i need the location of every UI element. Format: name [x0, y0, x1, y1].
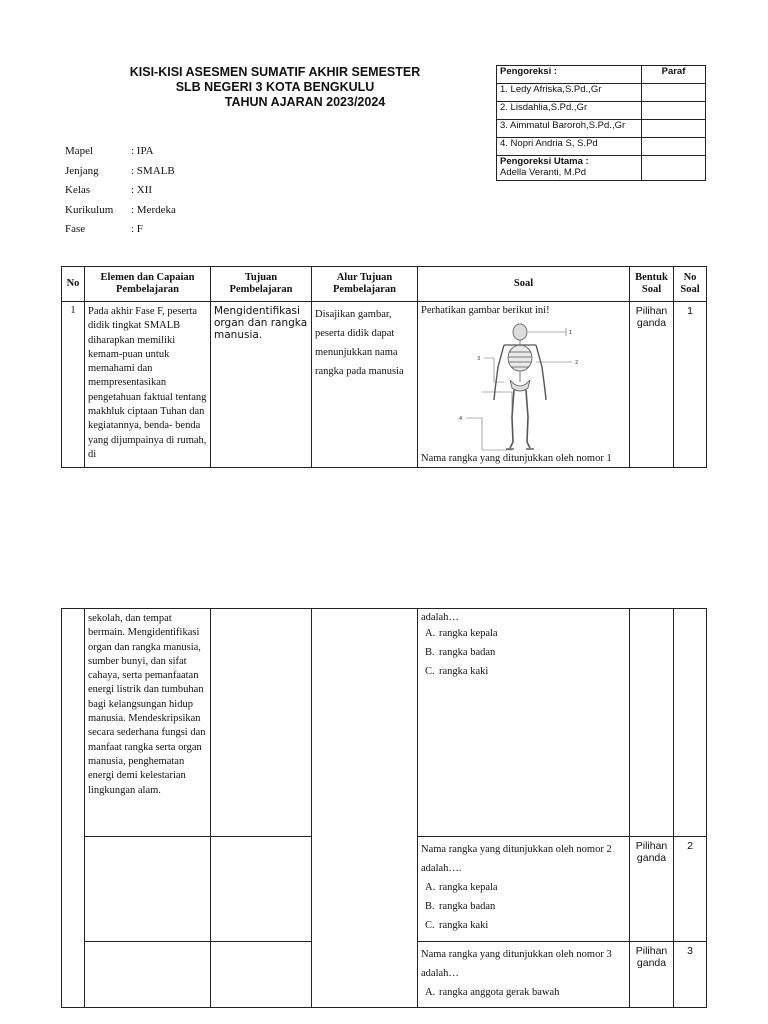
bentuk-soal: Pilihan ganda — [630, 942, 674, 1008]
meta-value: : Merdeka — [131, 203, 176, 216]
tujuan-cell — [211, 837, 312, 942]
alur-text: Disajikan gambar, peserta didik dapat menunjukkan nama rangka pada manusia — [312, 302, 418, 468]
soal-question-cont: adalah… — [421, 612, 459, 623]
academic-year: TAHUN AJARAN 2023/2024 — [224, 95, 386, 109]
pengoreksi-table — [496, 65, 706, 181]
option-item: B. rangka badan — [425, 901, 496, 912]
skeleton-figure — [448, 322, 588, 454]
row-no: 1 — [62, 302, 85, 468]
pengoreksi-name: 2. Lisdahlia,S.Pd.,Gr — [497, 102, 642, 120]
soal-intro: Perhatikan gambar berikut ini! — [421, 305, 550, 316]
kisi-kisi-table — [61, 266, 707, 468]
figure-label: 3 — [477, 356, 481, 362]
meta-value: : XII — [131, 184, 153, 196]
meta-key: Fase — [65, 223, 86, 235]
figure-label: 2 — [575, 360, 579, 366]
pengoreksi-utama — [497, 156, 642, 181]
meta-key: Mapel — [65, 145, 94, 157]
option-item: A. rangka kepala — [425, 628, 498, 639]
tujuan-cell — [211, 609, 312, 837]
pengoreksi-utama-label: Pengoreksi Utama : — [500, 156, 589, 167]
meta-value: : SMALB — [131, 164, 175, 177]
col-tujuan: Tujuan Pembelajaran — [211, 267, 312, 302]
bentuk-soal: Pilihan ganda — [630, 302, 674, 468]
meta-info — [65, 145, 176, 243]
meta-key: Kelas — [65, 184, 91, 196]
option-item: A. rangka anggota gerak bawah — [425, 987, 560, 998]
pengoreksi-name: 4. Nopri Andria S, S.Pd — [497, 138, 642, 156]
soal-cell — [418, 302, 630, 468]
no-soal — [674, 609, 707, 837]
meta-key: Jenjang — [65, 164, 99, 177]
option-item: A. rangka kepala — [425, 882, 498, 893]
table-row — [62, 609, 707, 837]
col-soal: Soal — [418, 267, 630, 302]
elemen-text: Pada akhir Fase F, peserta didik tingkat SMALB diharapkan memiliki kemam-puan untuk memahami dan mempresentasikan pengetahuan faktual tentang makhluk ciptaan Tuhan dan kegiatannya, benda- benda yang dijumpainya di rumah, di — [85, 302, 211, 468]
col-elemen: Elemen dan Capaian Pembelajaran — [85, 267, 211, 302]
col-no: No — [62, 267, 85, 302]
figure-label: 1 — [569, 330, 573, 336]
paraf-cell — [642, 84, 706, 102]
meta-value: : IPA — [131, 145, 154, 157]
row-no — [62, 609, 85, 1008]
tujuan-text: Mengidentifikasi organ dan rangka manusia. — [211, 302, 312, 468]
alur-cell — [312, 609, 418, 1008]
bentuk-soal — [630, 609, 674, 837]
pengoreksi-name: 1. Ledy Afriska,S.Pd.,Gr — [497, 84, 642, 102]
soal-question: Nama rangka yang ditunjukkan oleh nomor 2 — [421, 844, 612, 855]
paraf-label: Paraf — [642, 66, 706, 84]
pengoreksi-utama-name: Adella Veranti, M.Pd — [500, 167, 587, 178]
col-alur: Alur Tujuan Pembelajaran — [312, 267, 418, 302]
elemen-cell — [85, 837, 211, 942]
no-soal: 3 — [674, 942, 707, 1008]
soal-question-cont: adalah…. — [421, 863, 462, 874]
paraf-cell — [642, 102, 706, 120]
meta-value: : F — [131, 223, 143, 235]
no-soal: 2 — [674, 837, 707, 942]
option-list — [421, 624, 626, 681]
option-item: C. rangka kaki — [425, 666, 489, 677]
col-bentuk: Bentuk Soal — [630, 267, 674, 302]
soal-cell — [418, 837, 630, 942]
soal-cell — [418, 942, 630, 1008]
kisi-kisi-table-continued — [61, 608, 707, 1008]
pengoreksi-label: Pengoreksi : — [497, 66, 642, 84]
paraf-cell — [642, 138, 706, 156]
option-item: B. rangka badan — [425, 647, 496, 658]
meta-key: Kurikulum — [65, 203, 114, 216]
tujuan-cell — [211, 942, 312, 1008]
soal-question-cont: adalah… — [421, 968, 459, 979]
bentuk-soal: Pilihan ganda — [630, 837, 674, 942]
elemen-cell — [85, 942, 211, 1008]
pengoreksi-name: 3. Aimmatul Baroroh,S.Pd.,Gr — [497, 120, 642, 138]
option-item: C. rangka kaki — [425, 920, 489, 931]
table-row — [62, 302, 707, 468]
doc-title: KISI-KISI ASESMEN SUMATIF AKHIR SEMESTER — [129, 65, 421, 79]
school-name: SLB NEGERI 3 KOTA BENGKULU — [175, 80, 375, 94]
figure-label: 4 — [459, 416, 463, 422]
soal-question: Nama rangka yang ditunjukkan oleh nomor 3 — [421, 949, 612, 960]
elemen-text: sekolah, dan tempat bermain. Mengidentifikasi organ dan rangka manusia, sumber bunyi, dan sifat cahaya, serta pemanfaatan energi listrik dan tumbuhan bagi kelangsungan hidup manusia. Mendeskripsikan secara sederhana fungsi dan manfaat rangka serta organ manusia, penghematan energi demi kelestarian lingkungan alam. — [85, 609, 211, 837]
soal-question: Nama rangka yang ditunjukkan oleh nomor 1 — [421, 453, 612, 464]
soal-cell — [418, 609, 630, 837]
paraf-cell — [642, 156, 706, 181]
col-nosoal: No Soal — [674, 267, 707, 302]
paraf-cell — [642, 120, 706, 138]
option-list — [421, 983, 626, 1002]
option-list — [421, 878, 626, 935]
no-soal: 1 — [674, 302, 707, 468]
